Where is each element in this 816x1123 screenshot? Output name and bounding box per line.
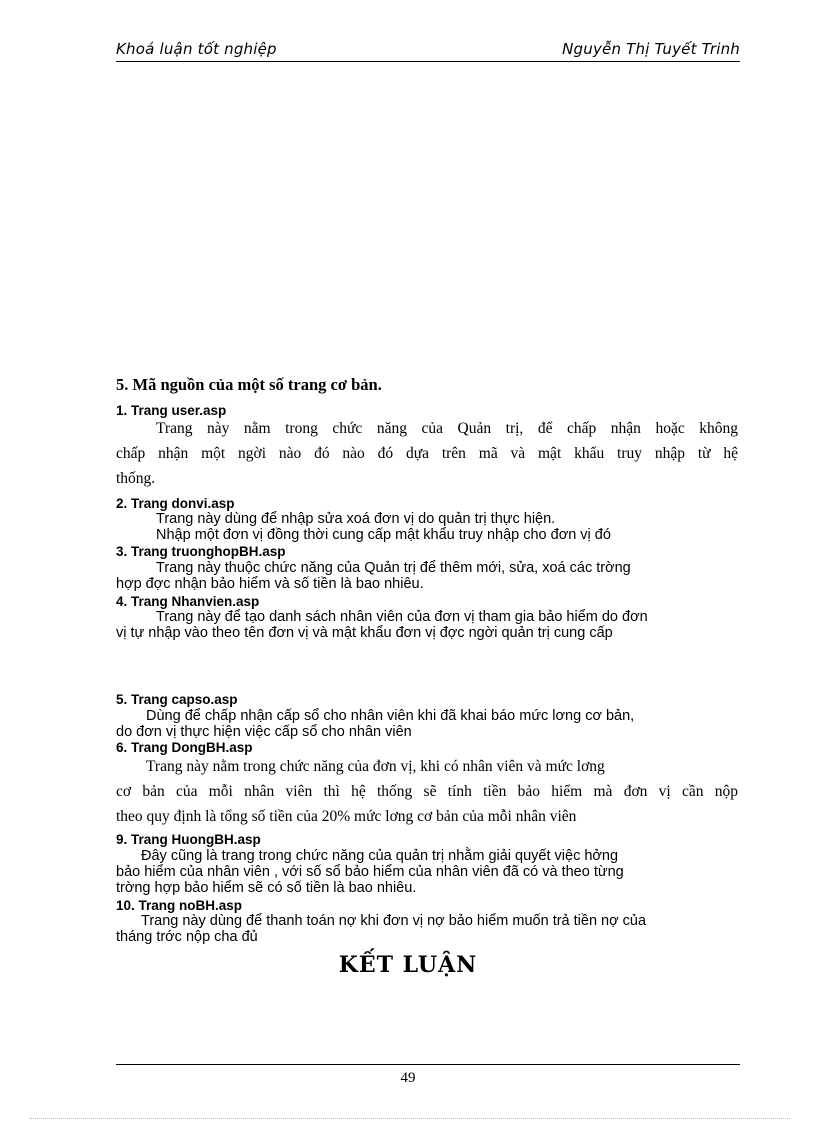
para-huongbh-line: Đây cũng là trang trong chức năng của quản trị nhằm giải quyết việc hởng bbox=[141, 848, 619, 864]
para-nhanvien-line: Trang này để tạo danh sách nhân viên của đơn vị tham gia bảo hiểm do đơn bbox=[156, 609, 648, 625]
para-huongbh bbox=[116, 848, 738, 896]
para-donvi-line: Trang này dùng để nhập sửa xoá đơn vị do quản trị thực hiện. bbox=[156, 511, 556, 527]
heading-dongbh: 6. Trang DongBH.asp bbox=[116, 740, 253, 755]
para-nobh bbox=[116, 913, 738, 945]
para-user-line: Trang này nằm trong chức năng của Quản trị, để chấp nhận hoặc không bbox=[156, 420, 738, 437]
para-huongbh-line: trờng hợp bảo hiểm sẽ có số tiền là bao nhiêu. bbox=[116, 880, 417, 896]
para-nhanvien-line: vị tự nhập vào theo tên đơn vị và mật khẩu đơn vị đợc ngời quản trị cung cấp bbox=[116, 625, 613, 641]
heading-capso: 5. Trang capso.asp bbox=[116, 692, 238, 707]
para-dongbh-line: cơ bản của mỗi nhân viên thì hệ thống sẽ tính tiền bảo hiểm mà đơn vị cần nộp bbox=[116, 783, 738, 800]
heading-truonghop: 3. Trang truonghopBH.asp bbox=[116, 544, 286, 559]
para-user-line: thống. bbox=[116, 470, 156, 487]
para-truonghop bbox=[116, 560, 738, 592]
section-title: 5. Mã nguồn của một số trang cơ bản. bbox=[116, 375, 382, 394]
para-nobh-line: Trang này dùng để thanh toán nợ khi đơn vị nợ bảo hiểm muốn trả tiền nợ của bbox=[141, 913, 647, 929]
para-capso-line: Dùng để chấp nhận cấp sổ cho nhân viên khi đã khai báo mức lơng cơ bản, bbox=[146, 708, 635, 724]
para-capso-line: do đơn vị thực hiện việc cấp sổ cho nhân viên bbox=[116, 724, 412, 740]
para-dongbh-line: Trang này nằm trong chức năng của đơn vị, khi có nhân viên và mức lơng bbox=[146, 758, 605, 775]
heading-user: 1. Trang user.asp bbox=[116, 403, 227, 418]
conclusion-title: KẾT LUẬN bbox=[338, 952, 478, 978]
para-donvi bbox=[116, 511, 738, 543]
para-user-line: chấp nhận một ngời nào đó nào đó dựa trên mã và mật khẩu truy nhập từ hệ bbox=[116, 445, 738, 462]
para-dongbh bbox=[116, 754, 738, 829]
para-dongbh-line: theo quy định là tổng số tiền của 20% mức lơng cơ bản của mỗi nhân viên bbox=[116, 808, 577, 825]
header-rule bbox=[116, 61, 740, 62]
para-nhanvien bbox=[116, 609, 738, 641]
para-user bbox=[116, 416, 738, 491]
heading-nhanvien: 4. Trang Nhanvien.asp bbox=[116, 594, 260, 609]
footer-rule bbox=[116, 1064, 740, 1065]
para-capso bbox=[116, 708, 738, 740]
header-left: Khoá luận tốt nghiệp bbox=[116, 40, 277, 58]
heading-huongbh: 9. Trang HuongBH.asp bbox=[116, 832, 261, 847]
para-nobh-line: tháng trớc nộp cha đủ bbox=[116, 929, 258, 945]
heading-nobh: 10. Trang noBH.asp bbox=[116, 898, 243, 913]
heading-donvi: 2. Trang donvi.asp bbox=[116, 496, 235, 511]
para-truonghop-line: Trang này thuộc chức năng của Quản trị để thêm mới, sửa, xoá các trờng bbox=[156, 560, 631, 576]
para-huongbh-line: bảo hiểm của nhân viên , với số sổ bảo hiểm của nhân viên đã có và theo từng bbox=[116, 864, 624, 880]
page-bottom-dotted-line bbox=[30, 1118, 790, 1119]
page-number: 49 bbox=[400, 1070, 416, 1086]
para-truonghop-line: hợp đợc nhận bảo hiểm và số tiền là bao nhiêu. bbox=[116, 576, 424, 592]
header-right: Nguyễn Thị Tuyết Trinh bbox=[562, 40, 740, 58]
para-donvi-line: Nhập một đơn vị đồng thời cung cấp mật khẩu truy nhập cho đơn vị đó bbox=[156, 527, 611, 543]
